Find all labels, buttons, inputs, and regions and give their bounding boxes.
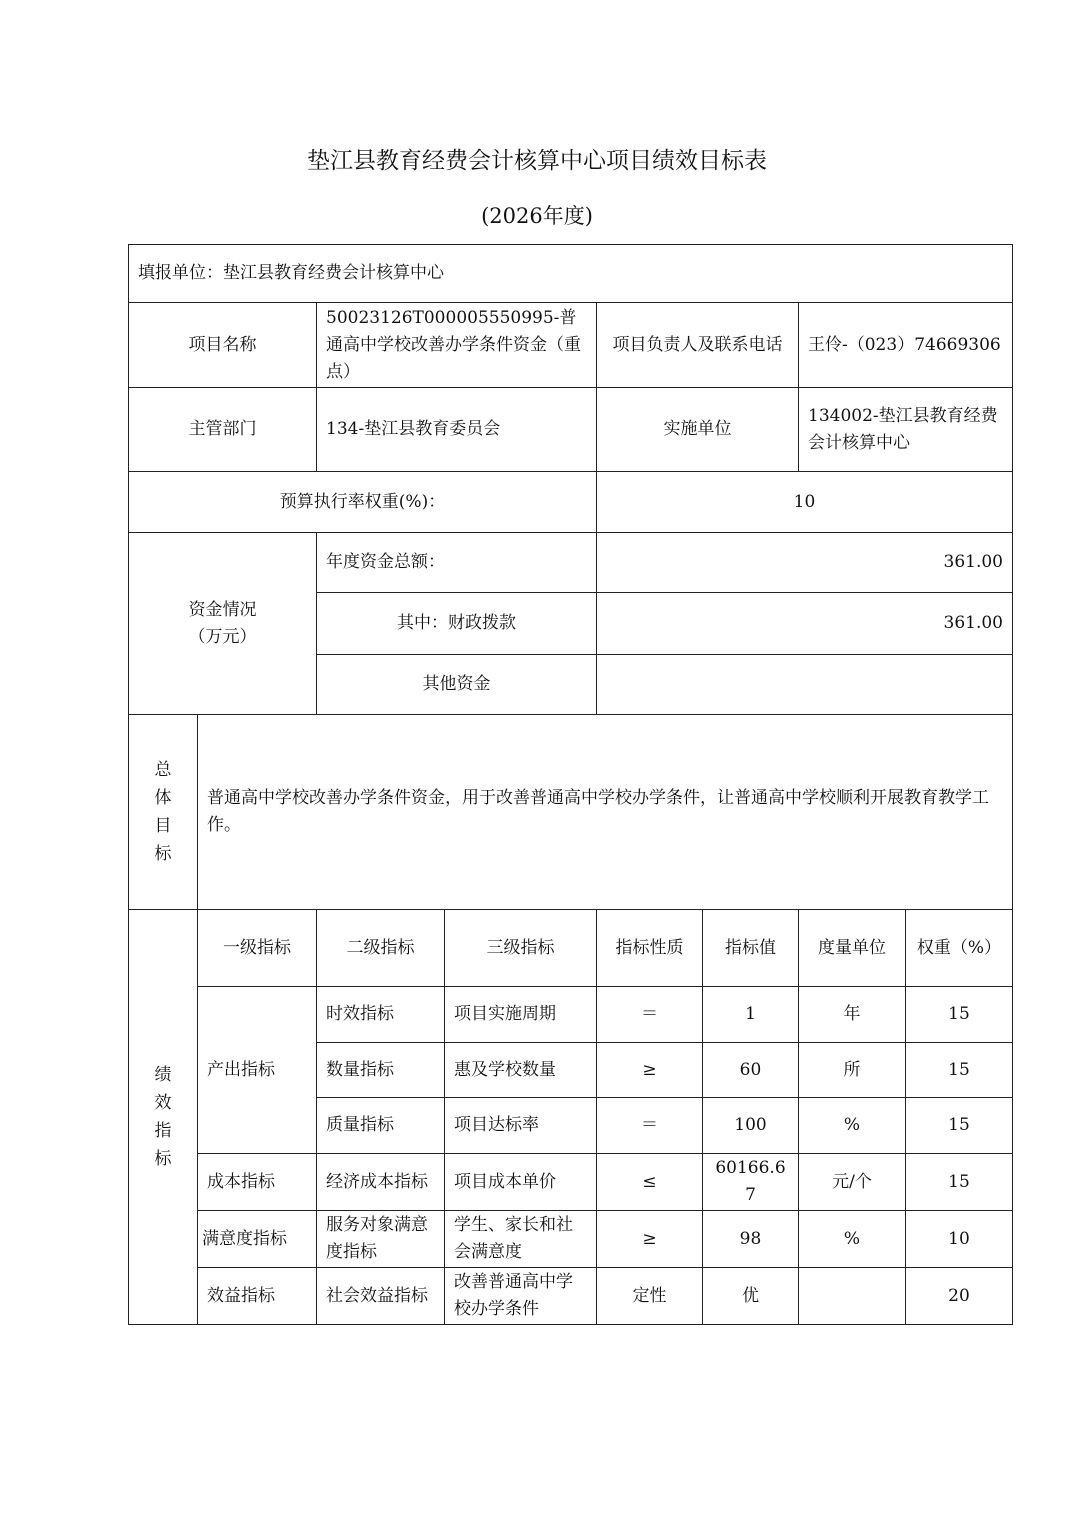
budget-weight: 10 xyxy=(597,472,1013,533)
project-name: 50023126T000005550995-普通高中学校改善办学条件资金（重点） xyxy=(317,303,597,388)
dept: 134-垫江县教育委员会 xyxy=(317,388,597,472)
weight-cell: 15 xyxy=(906,987,1013,1043)
nature-cell: ＝ xyxy=(597,987,703,1043)
weight-cell: 10 xyxy=(906,1211,1013,1268)
unit-cell: 年 xyxy=(799,987,906,1043)
page-subtitle: (2026年度) xyxy=(481,204,593,228)
header-cell: 指标性质 xyxy=(597,910,703,987)
header-cell: 指标值 xyxy=(703,910,799,987)
unit-cell: % xyxy=(799,1211,906,1268)
header-cell: 度量单位 xyxy=(799,910,906,987)
annual-total-label: 年度资金总额： xyxy=(317,533,597,593)
table-row xyxy=(129,1268,1013,1325)
l2-cell: 质量指标 xyxy=(317,1098,445,1154)
other-label: 其他资金 xyxy=(317,655,597,715)
l3-cell: 项目实施周期 xyxy=(445,987,597,1043)
l1-cell: 产出指标 xyxy=(198,987,317,1154)
unit-cell: 所 xyxy=(799,1043,906,1098)
weight-cell: 15 xyxy=(906,1154,1013,1211)
budget-weight-label: 预算执行率权重(%)： xyxy=(129,472,597,533)
funds-label: 资金情况（万元） xyxy=(129,533,317,715)
nature-cell: ＝ xyxy=(597,1098,703,1154)
header-cell: 三级指标 xyxy=(445,910,597,987)
l3-cell: 项目达标率 xyxy=(445,1098,597,1154)
value-cell: 98 xyxy=(703,1211,799,1268)
l2-cell: 服务对象满意度指标 xyxy=(317,1211,445,1268)
reporting-unit: 填报单位：垫江县教育经费会计核算中心 xyxy=(129,245,1013,303)
value-cell: 优 xyxy=(703,1268,799,1325)
table-row xyxy=(129,1154,1013,1211)
unit-cell: % xyxy=(799,1098,906,1154)
weight-cell: 15 xyxy=(906,1043,1013,1098)
l3-cell: 学生、家长和社会满意度 xyxy=(445,1211,597,1268)
dept-label: 主管部门 xyxy=(129,388,317,472)
nature-cell: 定性 xyxy=(597,1268,703,1325)
page-title: 垫江县教育经费会计核算中心项目绩效目标表 xyxy=(307,148,767,174)
perf-label: 绩效指标 xyxy=(129,910,198,1325)
l2-cell: 数量指标 xyxy=(317,1043,445,1098)
project-name-label: 项目名称 xyxy=(129,303,317,388)
performance-table xyxy=(128,244,1013,1325)
value-cell: 1 xyxy=(703,987,799,1043)
l3-cell: 惠及学校数量 xyxy=(445,1043,597,1098)
nature-cell: ≤ xyxy=(597,1154,703,1211)
impl-label: 实施单位 xyxy=(597,388,799,472)
weight-cell: 20 xyxy=(906,1268,1013,1325)
l2-cell: 社会效益指标 xyxy=(317,1268,445,1325)
other xyxy=(597,655,1013,715)
l2-cell: 时效指标 xyxy=(317,987,445,1043)
l3-cell: 项目成本单价 xyxy=(445,1154,597,1211)
overall-goal-label: 总体目标 xyxy=(129,715,198,910)
header-cell: 二级指标 xyxy=(317,910,445,987)
table-row xyxy=(129,1211,1013,1268)
l1-cell: 成本指标 xyxy=(198,1154,317,1211)
contact-label: 项目负责人及联系电话 xyxy=(597,303,799,388)
l1-cell: 效益指标 xyxy=(198,1268,317,1325)
value-cell: 100 xyxy=(703,1098,799,1154)
impl: 134002-垫江县教育经费会计核算中心 xyxy=(799,388,1013,472)
annual-total: 361.00 xyxy=(597,533,1013,593)
l3-cell: 改善普通高中学校办学条件 xyxy=(445,1268,597,1325)
l2-cell: 经济成本指标 xyxy=(317,1154,445,1211)
header-cell: 一级指标 xyxy=(198,910,317,987)
table-row xyxy=(129,987,1013,1043)
contact: 王伶-（023）74669306 xyxy=(799,303,1013,388)
nature-cell: ≥ xyxy=(597,1043,703,1098)
overall-goal: 普通高中学校改善办学条件资金，用于改善普通高中学校办学条件，让普通高中学校顺利开展教育教学工作。 xyxy=(198,715,1013,910)
unit-cell xyxy=(799,1268,906,1325)
value-cell: 60 xyxy=(703,1043,799,1098)
fiscal-label: 其中：财政拨款 xyxy=(317,593,597,655)
weight-cell: 15 xyxy=(906,1098,1013,1154)
l1-cell: 满意度指标 xyxy=(198,1211,317,1268)
nature-cell: ≥ xyxy=(597,1211,703,1268)
unit-cell: 元/个 xyxy=(799,1154,906,1211)
header-cell: 权重（%） xyxy=(906,910,1013,987)
value-cell: 60166.67 xyxy=(703,1154,799,1211)
fiscal: 361.00 xyxy=(597,593,1013,655)
